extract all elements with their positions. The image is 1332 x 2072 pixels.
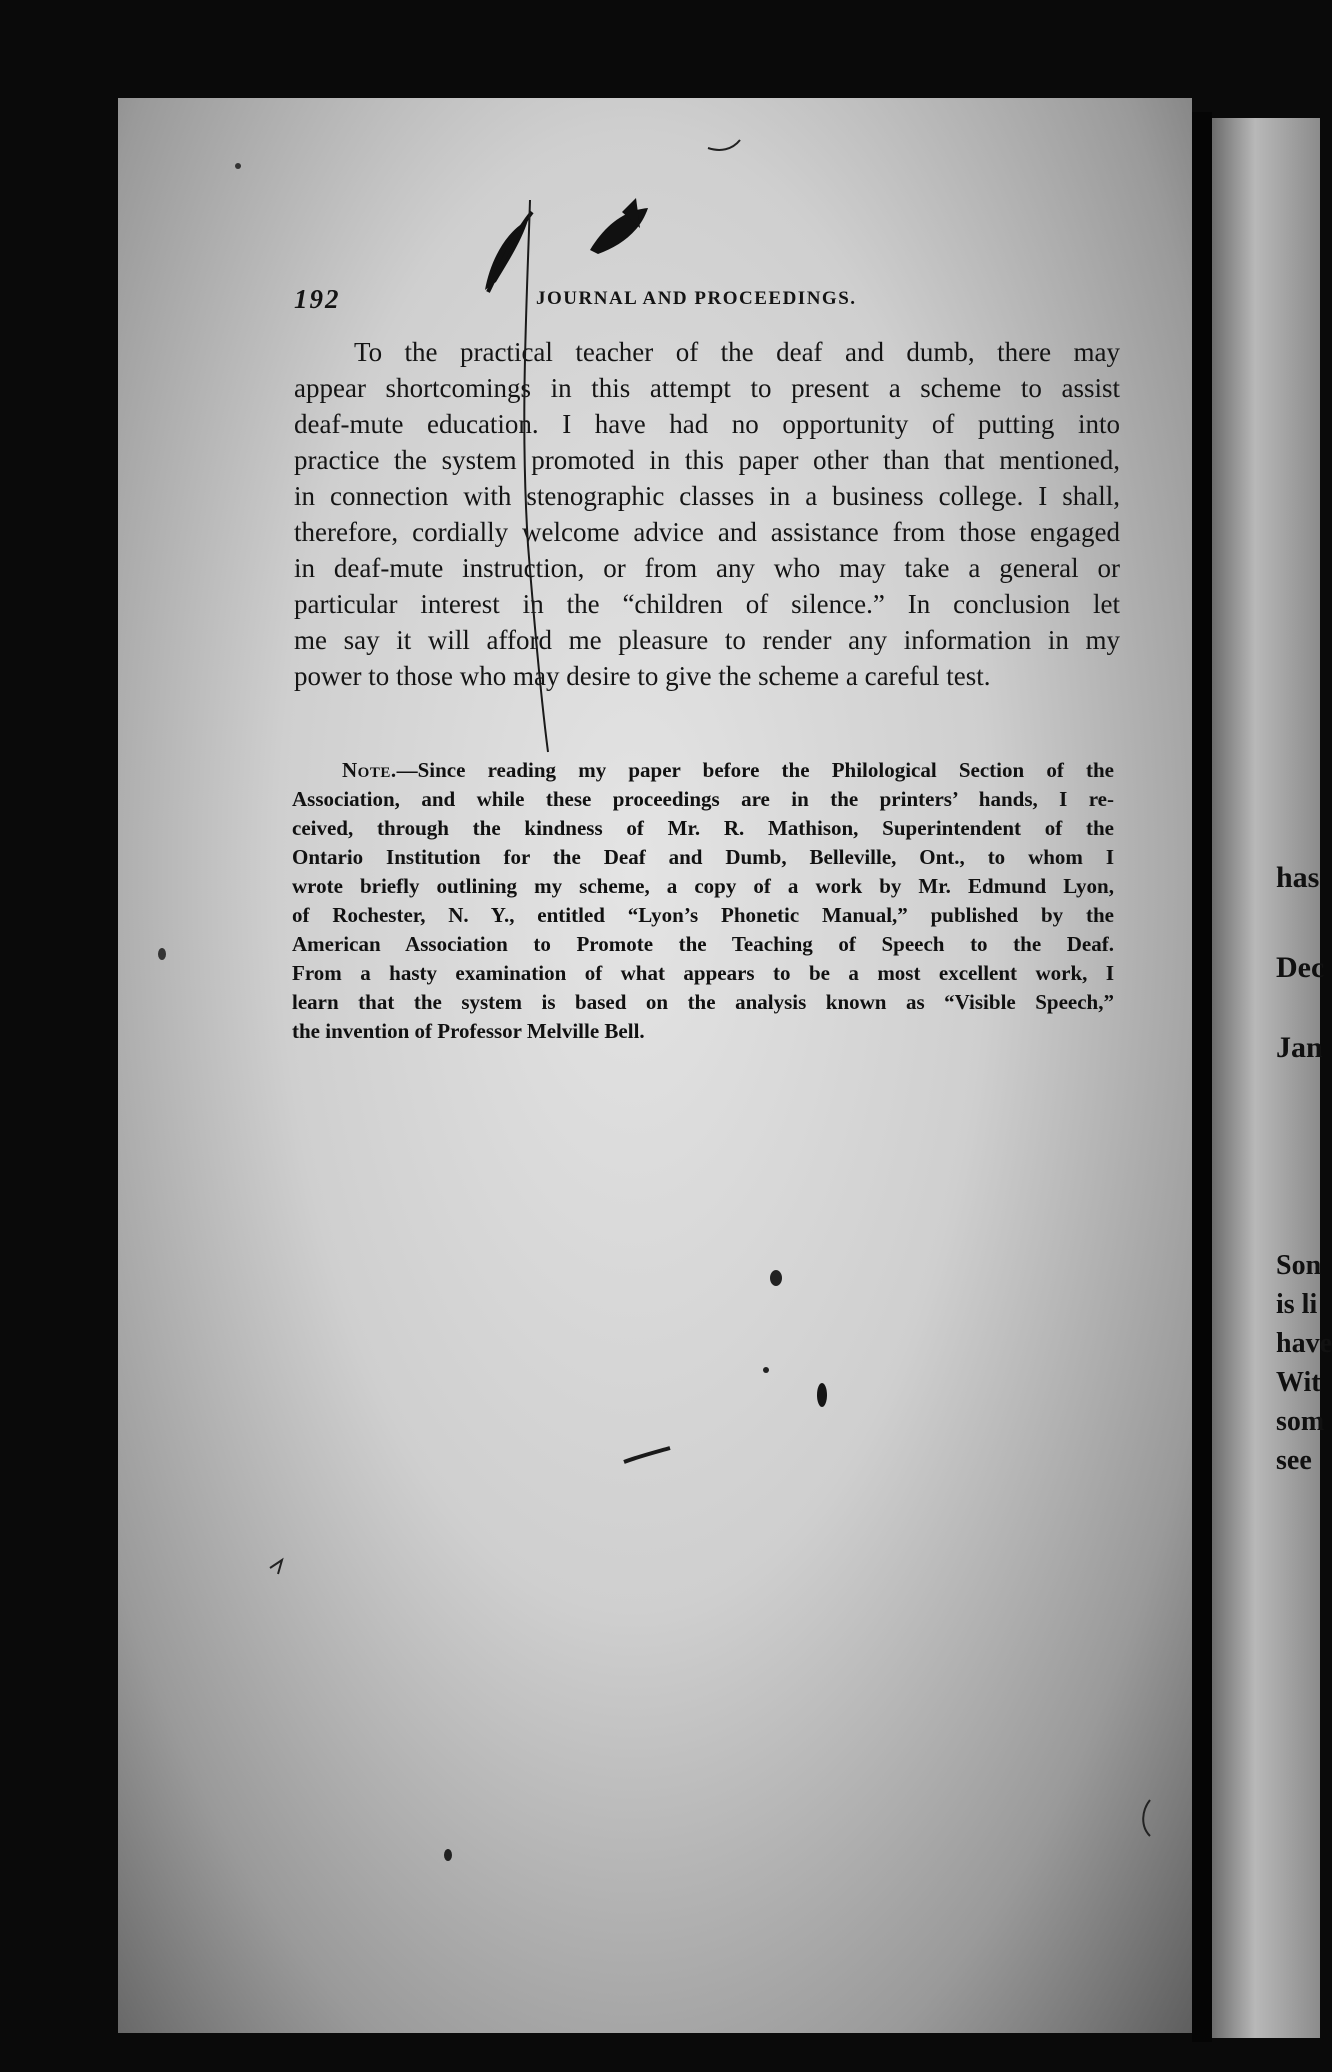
note-first-line-text: —Since reading my paper before the Philological Section of the — [396, 758, 1114, 782]
page-number: 192 — [294, 284, 341, 314]
note-line: learn that the system is based on the analysis known as “Visible Speech,” — [292, 990, 1114, 1014]
note-first-line — [292, 756, 1114, 785]
facing-page-fragment: som — [1276, 1406, 1325, 1437]
note-line: Association, and while these proceedings are in the printers’ hands, I re- — [292, 787, 1114, 811]
text-line: deaf-mute education. I have had no opportunity of putting into — [294, 409, 1120, 439]
note-line: From a hasty examination of what appears to be a most excellent work, I — [292, 961, 1114, 985]
note-line: the invention of Professor Melville Bell. — [292, 1019, 645, 1043]
running-head: JOURNAL AND PROCEEDINGS. — [536, 288, 857, 309]
text-line: particular interest in the “children of silence.” In conclusion let — [294, 589, 1120, 619]
facing-page-fragment: has — [1276, 861, 1320, 894]
text-line: power to those who may desire to give the scheme a careful test. — [294, 661, 991, 691]
note-line: ceived, through the kindness of Mr. R. Mathison, Superintendent of the — [292, 816, 1114, 840]
note-line: of Rochester, N. Y., entitled “Lyon’s Phonetic Manual,” published by the — [292, 903, 1114, 927]
body-paragraph — [294, 334, 1120, 694]
page-header — [294, 282, 1124, 318]
footnote — [292, 756, 1114, 1046]
facing-page-fragment: is li — [1276, 1289, 1318, 1320]
note-line: Ontario Institution for the Deaf and Dumb, Belleville, Ont., to whom I — [292, 845, 1114, 869]
facing-page-edge — [1212, 118, 1332, 2038]
facing-page-fragment: have — [1276, 1328, 1332, 1359]
note-line: American Association to Promote the Teaching of Speech to the Deaf. — [292, 932, 1114, 956]
facing-page-fragment: Wit — [1276, 1367, 1321, 1398]
text-line: To the practical teacher of the deaf and dumb, there may — [354, 337, 1120, 367]
facing-page-fragment: see — [1276, 1445, 1312, 1476]
facing-page-fragment: Dec — [1276, 951, 1325, 984]
text-line: in connection with stenographic classes in a business college. I shall, — [294, 481, 1120, 511]
note-line: wrote briefly outlining my scheme, a copy of a work by Mr. Edmund Lyon, — [292, 874, 1114, 898]
text-line: practice the system promoted in this paper other than that mentioned, — [294, 445, 1120, 475]
text-line: appear shortcomings in this attempt to present a scheme to assist — [294, 373, 1120, 403]
text-line: me say it will afford me pleasure to render any information in my — [294, 625, 1120, 655]
text-line: in deaf-mute instruction, or from any who may take a general or — [294, 553, 1120, 583]
note-label: Note. — [342, 758, 397, 782]
text-line: therefore, cordially welcome advice and assistance from those engaged — [294, 517, 1120, 547]
page-gutter — [1192, 112, 1212, 2042]
facing-page-fragment: Son — [1276, 1250, 1322, 1281]
facing-page-fragment-block — [1276, 1246, 1332, 1480]
facing-page-fragment: Jan — [1276, 1031, 1323, 1064]
